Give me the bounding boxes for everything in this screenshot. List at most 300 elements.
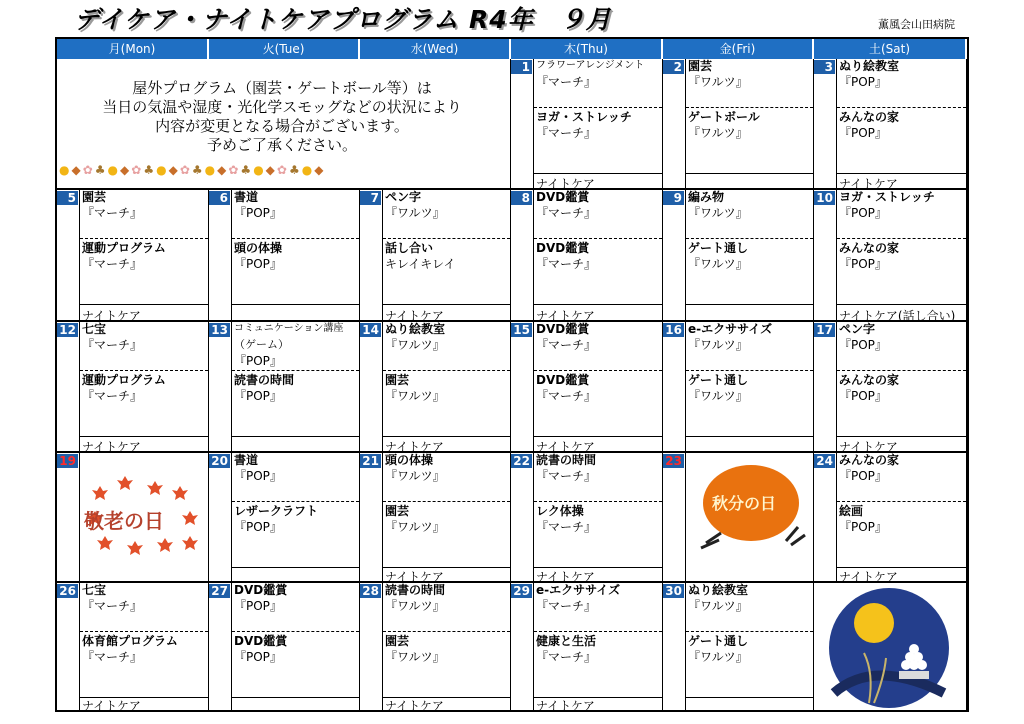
- program-slot-2: [385, 633, 508, 665]
- divider-line: [383, 631, 510, 632]
- program-title: みんなの家: [839, 110, 900, 124]
- program-title: コミュニケーション講座: [234, 323, 344, 334]
- program-slot-1: [536, 453, 660, 484]
- moon-illustration-cell: [814, 583, 967, 712]
- program-slot-2: [82, 633, 206, 665]
- day-content: [533, 583, 662, 710]
- night-care-label: ナイトケア: [536, 177, 595, 190]
- day-number: 29: [511, 584, 532, 598]
- day-content: [382, 322, 510, 451]
- night-care-label: ナイトケア: [839, 440, 898, 453]
- day-cell: [511, 190, 663, 322]
- program-room: 『ワルツ』: [385, 469, 445, 483]
- program-room: 『ワルツ』: [688, 257, 748, 271]
- divider-line: [686, 697, 813, 698]
- day-cell: [511, 59, 663, 190]
- divider-line: [534, 501, 662, 502]
- program-room: 『マーチ』: [536, 257, 597, 271]
- divider-line: [837, 304, 966, 305]
- program-slot-2: [234, 503, 357, 535]
- program-title: 園芸: [385, 373, 410, 387]
- day-content: [533, 59, 662, 188]
- day-number: 16: [663, 323, 684, 337]
- program-slot-2: [234, 633, 357, 665]
- holiday-name: 秋分の日: [712, 494, 777, 513]
- program-title: 七宝: [82, 583, 107, 597]
- day-number: 22: [511, 454, 532, 468]
- day-number: 15: [511, 323, 532, 337]
- day-cell: [209, 453, 360, 583]
- program-room: 『マーチ』: [82, 389, 143, 403]
- autumn-equinox-sign-icon: [686, 453, 814, 578]
- notice-box: [57, 59, 511, 190]
- program-slot-2: [536, 240, 660, 272]
- divider-line: [383, 370, 510, 371]
- program-slot-1: [82, 583, 206, 614]
- day-content: [685, 583, 813, 710]
- autumn-decoration-icon: ◆: [265, 163, 275, 177]
- program-room: 『POP』: [234, 520, 282, 534]
- program-slot-1: [536, 583, 660, 614]
- autumn-decoration-icon: ✿: [131, 163, 142, 177]
- notice-line: 屋外プログラム（園芸・ゲートボール等）は: [132, 79, 432, 97]
- program-title: 七宝: [82, 322, 107, 336]
- day-number: 20: [209, 454, 230, 468]
- program-title: e-エクササイズ: [688, 322, 773, 336]
- program-title: 絵画: [839, 504, 864, 518]
- program-slot-1: [385, 583, 508, 614]
- day-cell: [209, 583, 360, 712]
- autumn-decoration-icon: ◆: [168, 163, 178, 177]
- program-room: 『ワルツ』: [385, 599, 445, 613]
- night-care-label: ナイトケア: [536, 309, 595, 322]
- divider-line: [534, 370, 662, 371]
- program-slot-2: [536, 372, 660, 404]
- divider-line: [837, 238, 966, 239]
- program-slot-2: [688, 372, 811, 404]
- weekday-header-cell: 金(Fri): [663, 39, 814, 59]
- program-title: 書道: [234, 190, 259, 204]
- program-room: 『POP』: [234, 354, 282, 368]
- day-content: [79, 322, 208, 451]
- day-number: 6: [209, 191, 230, 205]
- day-number: 19: [57, 454, 78, 468]
- program-slot-1: [536, 190, 660, 221]
- autumn-decoration-icon: ♣: [288, 163, 300, 177]
- program-room: 『POP』: [234, 206, 282, 220]
- day-cell: [57, 453, 209, 583]
- program-slot-1: [234, 322, 357, 369]
- day-content: [231, 322, 359, 451]
- day-cell: [511, 583, 663, 712]
- program-slot-1: [839, 59, 964, 90]
- day-content: [382, 453, 510, 581]
- notice-line: 予めご了承ください。: [206, 136, 357, 154]
- autumn-decoration-icon: ♣: [191, 163, 203, 177]
- program-title: 話し合い: [385, 241, 434, 255]
- autumn-decoration-icon: ●: [156, 163, 167, 177]
- moon-viewing-illustration: [814, 583, 964, 712]
- divider-line: [686, 370, 813, 371]
- program-title: 編み物: [688, 190, 725, 204]
- autumn-decoration-icon: ◆: [120, 163, 130, 177]
- program-room: 『ワルツ』: [688, 389, 748, 403]
- autumn-decoration-icon: ♣: [240, 163, 252, 177]
- divider-line: [232, 436, 359, 437]
- divider-line: [837, 107, 966, 108]
- day-content: [231, 453, 359, 581]
- program-slot-1: [688, 583, 811, 614]
- day-number: 2: [663, 60, 684, 74]
- night-care-label: ナイトケア: [385, 699, 444, 712]
- program-slot-1: [688, 322, 811, 353]
- day-number: 21: [360, 454, 381, 468]
- program-room: 『ワルツ』: [688, 126, 748, 140]
- program-room: 『ワルツ』: [385, 389, 445, 403]
- program-slot-1: [688, 190, 811, 221]
- day-cell: [663, 59, 814, 190]
- divider-line: [534, 631, 662, 632]
- divider-line: [686, 304, 813, 305]
- program-room: 『POP』: [234, 389, 282, 403]
- program-title: ゲートボール: [688, 110, 760, 124]
- day-number: 26: [57, 584, 78, 598]
- program-title: 読書の時間: [234, 373, 295, 387]
- divider-line: [534, 173, 662, 174]
- autumn-decoration-icon: ✿: [228, 163, 239, 177]
- program-slot-2: [688, 240, 811, 272]
- program-room: 『マーチ』: [82, 338, 143, 352]
- autumn-decoration-icon: ●: [253, 163, 264, 177]
- program-slot-2: [82, 372, 206, 404]
- day-cell: [360, 322, 511, 453]
- program-title: 園芸: [688, 59, 713, 73]
- autumn-decoration-icon: ●: [204, 163, 216, 177]
- autumn-decoration-icon: ♣: [94, 163, 106, 177]
- program-slot-2: [234, 372, 357, 404]
- divider-line: [686, 173, 813, 174]
- program-room: 『ワルツ』: [688, 599, 748, 613]
- program-slot-1: [234, 190, 357, 221]
- day-number: 17: [814, 323, 835, 337]
- day-cell: [57, 322, 209, 453]
- program-room: 『ワルツ』: [688, 650, 748, 664]
- divider-line: [383, 501, 510, 502]
- program-room: 『マーチ』: [536, 389, 597, 403]
- program-slot-2: [234, 240, 357, 272]
- autumn-decoration-icon: ◆: [217, 163, 227, 177]
- program-room: 『ワルツ』: [688, 75, 748, 89]
- divider-line: [232, 567, 359, 568]
- day-number: 30: [663, 584, 684, 598]
- day-content: [533, 453, 662, 581]
- program-title: フラワーアレンジメント: [536, 60, 645, 71]
- day-content: [382, 583, 510, 710]
- day-content: [836, 190, 966, 320]
- program-room: 『マーチ』: [536, 650, 597, 664]
- program-slot-2: [839, 503, 964, 535]
- program-room: 『マーチ』: [536, 599, 597, 613]
- day-cell: [209, 322, 360, 453]
- day-cell: [663, 583, 814, 712]
- autumn-decoration-icon: ●: [59, 163, 70, 177]
- night-care-label: ナイトケア: [82, 309, 141, 322]
- weekday-header: [57, 39, 967, 59]
- program-room: 『POP』: [234, 469, 282, 483]
- program-room: 『マーチ』: [82, 257, 143, 271]
- program-slot-2: [536, 109, 660, 141]
- weekday-header-cell: 水(Wed): [360, 39, 511, 59]
- program-title: DVD鑑賞: [536, 373, 590, 387]
- notice-line: 内容が変更となる場合がございます。: [155, 117, 409, 135]
- divider-line: [686, 238, 813, 239]
- program-room: 『マーチ』: [536, 75, 597, 89]
- program-slot-1: [839, 190, 964, 221]
- divider-line: [232, 304, 359, 305]
- program-room: 『POP』: [839, 338, 887, 352]
- day-cell: [663, 322, 814, 453]
- program-slot-2: [536, 633, 660, 665]
- day-cell: [209, 190, 360, 322]
- program-title: DVD鑑賞: [234, 583, 288, 597]
- divider-line: [80, 631, 208, 632]
- program-title: ぬり絵教室: [839, 59, 900, 73]
- program-room: 『POP』: [839, 469, 887, 483]
- day-content: [836, 322, 966, 451]
- autumn-decoration-icon: ●: [301, 163, 313, 177]
- autumn-decoration-icon: ◆: [71, 163, 81, 177]
- program-room: 『マーチ』: [82, 599, 143, 613]
- divider-line: [80, 697, 208, 698]
- day-cell: [814, 190, 967, 322]
- divider-line: [837, 173, 966, 174]
- day-number: 8: [511, 191, 532, 205]
- program-slot-1: [234, 453, 357, 484]
- divider-line: [686, 107, 813, 108]
- day-content: [79, 583, 208, 710]
- day-number: 10: [814, 191, 835, 205]
- day-content: [836, 453, 966, 581]
- program-title: 頭の体操: [234, 241, 283, 255]
- program-slot-1: [234, 583, 357, 614]
- program-title: ヨガ・ストレッチ: [536, 110, 632, 124]
- night-care-label: ナイトケア: [536, 570, 595, 583]
- program-title: ペン字: [839, 322, 876, 336]
- divider-line: [383, 567, 510, 568]
- program-room: 『ワルツ』: [385, 650, 445, 664]
- night-care-label: ナイトケア: [839, 177, 898, 190]
- program-slot-1: [688, 59, 811, 90]
- divider-line: [534, 107, 662, 108]
- autumn-decoration-icon: ✿: [82, 163, 93, 177]
- program-room: 『POP』: [839, 75, 887, 89]
- program-slot-1: [839, 453, 964, 484]
- autumn-decoration-icon: ●: [107, 163, 119, 177]
- program-title: DVD鑑賞: [536, 322, 590, 336]
- night-care-label: ナイトケア: [385, 440, 444, 453]
- night-care-label: ナイトケア: [536, 440, 595, 453]
- day-content: [685, 59, 813, 188]
- program-room: キレイキレイ: [385, 257, 456, 271]
- night-care-label: ナイトケア: [82, 699, 141, 712]
- program-slot-1: [82, 190, 206, 221]
- divider-line: [80, 370, 208, 371]
- program-room: 『ワルツ』: [385, 206, 445, 220]
- day-content: [685, 190, 813, 320]
- program-slot-1: [385, 190, 508, 221]
- divider-line: [383, 304, 510, 305]
- program-slot-2: [82, 240, 206, 272]
- program-slot-1: [385, 322, 508, 353]
- program-title: DVD鑑賞: [234, 634, 288, 648]
- day-number: 23: [663, 454, 684, 468]
- divider-line: [534, 567, 662, 568]
- day-number: 13: [209, 323, 230, 337]
- day-number: 7: [360, 191, 381, 205]
- day-number: 27: [209, 584, 230, 598]
- program-title: 運動プログラム: [82, 373, 166, 387]
- program-room: 『POP』: [839, 257, 887, 271]
- night-care-label: ナイトケア: [82, 440, 141, 453]
- program-slot-2: [385, 240, 508, 272]
- autumn-decoration-icon: ◆: [314, 163, 324, 177]
- program-title: レク体操: [536, 504, 584, 518]
- program-room: 『ワルツ』: [688, 338, 748, 352]
- program-room: 『POP』: [839, 520, 887, 534]
- day-cell: [814, 453, 967, 583]
- notice-line: 当日の気温や湿度・光化学スモッグなどの状況により: [102, 98, 462, 116]
- day-cell: [814, 322, 967, 453]
- page-title: デイケア・ナイトケアプログラム R4年 ９月: [74, 5, 612, 34]
- weekday-header-cell: 木(Thu): [511, 39, 663, 59]
- program-title: ゲート通し: [688, 241, 749, 255]
- program-slot-2: [688, 633, 811, 665]
- day-number: 9: [663, 191, 684, 205]
- divider-line: [534, 304, 662, 305]
- weekday-header-cell: 土(Sat): [814, 39, 967, 59]
- program-slot-2: [385, 503, 508, 535]
- divider-line: [686, 436, 813, 437]
- day-cell: [57, 190, 209, 322]
- night-care-label: ナイトケア: [536, 699, 595, 712]
- program-room: 『マーチ』: [536, 520, 597, 534]
- program-room: 『マーチ』: [536, 469, 597, 483]
- program-room: 『ワルツ』: [385, 520, 445, 534]
- program-title: ぬり絵教室: [688, 583, 749, 597]
- day-cell: [360, 453, 511, 583]
- program-slot-2: [839, 372, 964, 404]
- day-number: 24: [814, 454, 835, 468]
- night-care-label: ナイトケア: [385, 309, 444, 322]
- divider-line: [837, 370, 966, 371]
- day-cell: [511, 453, 663, 583]
- weekday-header-cell: 火(Tue): [209, 39, 360, 59]
- day-number: 28: [360, 584, 381, 598]
- divider-line: [383, 436, 510, 437]
- program-title: みんなの家: [839, 241, 900, 255]
- program-title: 書道: [234, 453, 259, 467]
- program-title: 健康と生活: [536, 634, 597, 648]
- program-title: レザークラフト: [234, 504, 319, 518]
- autumn-decoration-strip: [59, 163, 323, 177]
- night-care-label: ナイトケア(話し合い): [839, 309, 956, 322]
- program-title: DVD鑑賞: [536, 241, 590, 255]
- divider-line: [80, 304, 208, 305]
- divider-line: [80, 238, 208, 239]
- day-content: [533, 322, 662, 451]
- program-room: 『ワルツ』: [688, 206, 748, 220]
- program-room: 『マーチ』: [82, 206, 143, 220]
- program-slot-1: [385, 453, 508, 484]
- day-content: [382, 190, 510, 320]
- program-slot-2: [688, 109, 811, 141]
- program-title: 園芸: [82, 190, 107, 204]
- program-room: 『マーチ』: [536, 338, 597, 352]
- program-slot-1: [82, 322, 206, 353]
- day-cell: [663, 453, 814, 583]
- divider-line: [383, 238, 510, 239]
- program-title: ペン字: [385, 190, 422, 204]
- program-slot-2: [839, 240, 964, 272]
- program-room: 『POP』: [234, 257, 282, 271]
- divider-line: [534, 238, 662, 239]
- program-slot-1: [839, 322, 964, 353]
- day-number: 1: [511, 60, 532, 74]
- program-title: ぬり絵教室: [385, 322, 446, 336]
- program-room: 『POP』: [839, 126, 887, 140]
- day-cell: [360, 190, 511, 322]
- calendar-grid: [55, 37, 969, 712]
- divider-line: [534, 436, 662, 437]
- holiday-name: 敬老の日: [84, 509, 164, 533]
- day-number: 14: [360, 323, 381, 337]
- program-title: e-エクササイズ: [536, 583, 621, 597]
- divider-line: [837, 436, 966, 437]
- autumn-decoration-icon: ✿: [276, 163, 287, 177]
- program-slot-2: [385, 372, 508, 404]
- program-title: 頭の体操: [385, 453, 434, 467]
- day-number: 3: [814, 60, 835, 74]
- program-slot-1: [536, 59, 660, 90]
- program-title: DVD鑑賞: [536, 190, 590, 204]
- night-care-label: ナイトケア: [839, 570, 898, 583]
- day-content: [79, 190, 208, 320]
- day-cell: [360, 583, 511, 712]
- program-room: 『POP』: [234, 650, 282, 664]
- program-room: 『マーチ』: [536, 206, 597, 220]
- program-title: 園芸: [385, 504, 410, 518]
- organization-name: 薫風会山田病院: [878, 18, 955, 31]
- program-title: みんなの家: [839, 373, 900, 387]
- day-content: [836, 59, 966, 188]
- day-content: [79, 453, 208, 581]
- day-number: 5: [57, 191, 78, 205]
- weekday-header-cell: 月(Mon): [57, 39, 209, 59]
- day-content: [231, 190, 359, 320]
- divider-line: [232, 501, 359, 502]
- program-title: ゲート通し: [688, 373, 749, 387]
- night-care-label: ナイトケア: [385, 570, 444, 583]
- program-subtitle: （ゲーム）: [234, 338, 289, 351]
- program-title: 体育館プログラム: [82, 634, 178, 648]
- program-title: 運動プログラム: [82, 241, 166, 255]
- day-cell: [511, 322, 663, 453]
- program-room: 『マーチ』: [82, 650, 143, 664]
- divider-line: [837, 567, 966, 568]
- divider-line: [383, 697, 510, 698]
- divider-line: [232, 697, 359, 698]
- divider-line: [232, 370, 359, 371]
